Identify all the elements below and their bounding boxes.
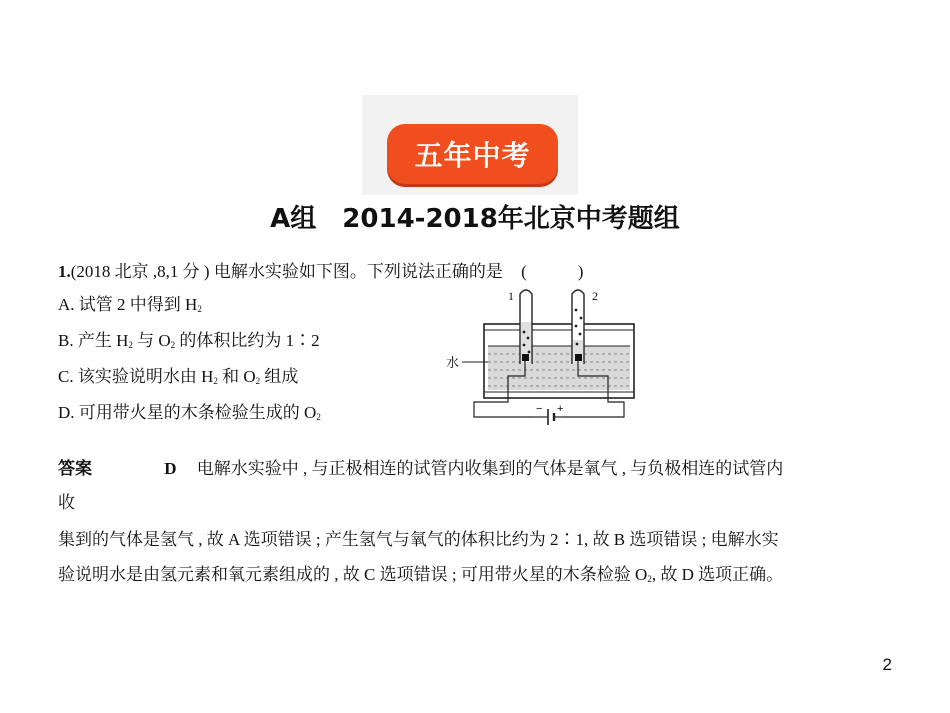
answer-line-3: 集到的气体是氢气 , 故 A 选项错误 ; 产生氢气与氧气的体积比约为 2∶1, 故 B 选项错误 ; 电解水实 [58,530,779,549]
option-b-text: B. 产生 H [58,331,129,350]
option-b-mid: 与 O [132,331,171,350]
page-number: 2 [882,655,892,674]
answer-explanation-1: 电解水实验中 , 与正极相连的试管内收集到的气体是氧气 , 与负极相连的试管内 [196,459,784,478]
electrolysis-apparatus-figure [444,282,638,430]
minus-label: − [536,403,543,415]
option-b [58,326,320,351]
option-d-text: D. 可用带火星的木条检验生成的 O [58,403,317,422]
question-text: 电解水实验如下图。下列说法正确的是 [213,262,503,281]
option-a [58,290,202,315]
answer-line-1 [58,454,783,479]
tube-1-label: 1 [508,289,514,303]
electrolysis-diagram [444,282,638,430]
answer-line-4-text: 验说明水是由氢元素和氧元素组成的 , 故 C 选项错误 ; 可用带火星的木条检验 O [58,565,648,584]
option-c-post: 组成 [260,367,299,386]
option-b-subscript-1: 2 [128,340,133,350]
tube-2-label: 2 [592,289,598,303]
electrode-1 [522,354,529,361]
option-d-subscript: 2 [316,412,321,422]
option-b-post: 的体积比约为 1∶2 [175,331,320,350]
answer-blank: ( ) [521,262,584,281]
option-c-subscript-1: 2 [213,376,218,386]
answer-line-4 [58,560,783,585]
answer-line-4-end: , 故 D 选项正确。 [651,565,784,584]
question-source: (2018 北京 ,8,1 分 ) [70,262,210,281]
water-label: 水 [446,356,460,371]
answer-line-4-subscript: 2 [647,574,652,584]
option-c-mid: 和 O [217,367,256,386]
option-c [58,362,298,387]
option-d [58,398,321,423]
question-stem [58,257,583,282]
option-c-subscript-2: 2 [255,376,261,386]
option-c-text: C. 该实验说明水由 H [58,367,214,386]
answer-label: 答案 [58,459,92,478]
question-number: 1. [58,262,71,281]
option-b-subscript-2: 2 [170,340,176,350]
section-banner [387,124,558,184]
banner-label: 五年中考 [414,139,531,172]
plus-label: + [557,403,564,415]
water-fill [488,346,630,390]
answer-choice: D [164,459,177,478]
answer-line-2: 收 [58,493,75,512]
option-a-subscript: 2 [197,304,202,314]
option-a-text: A. 试管 2 中得到 H [58,295,198,314]
group-title: A组 2014-2018年北京中考题组 [270,204,680,234]
electrode-2 [575,354,582,361]
